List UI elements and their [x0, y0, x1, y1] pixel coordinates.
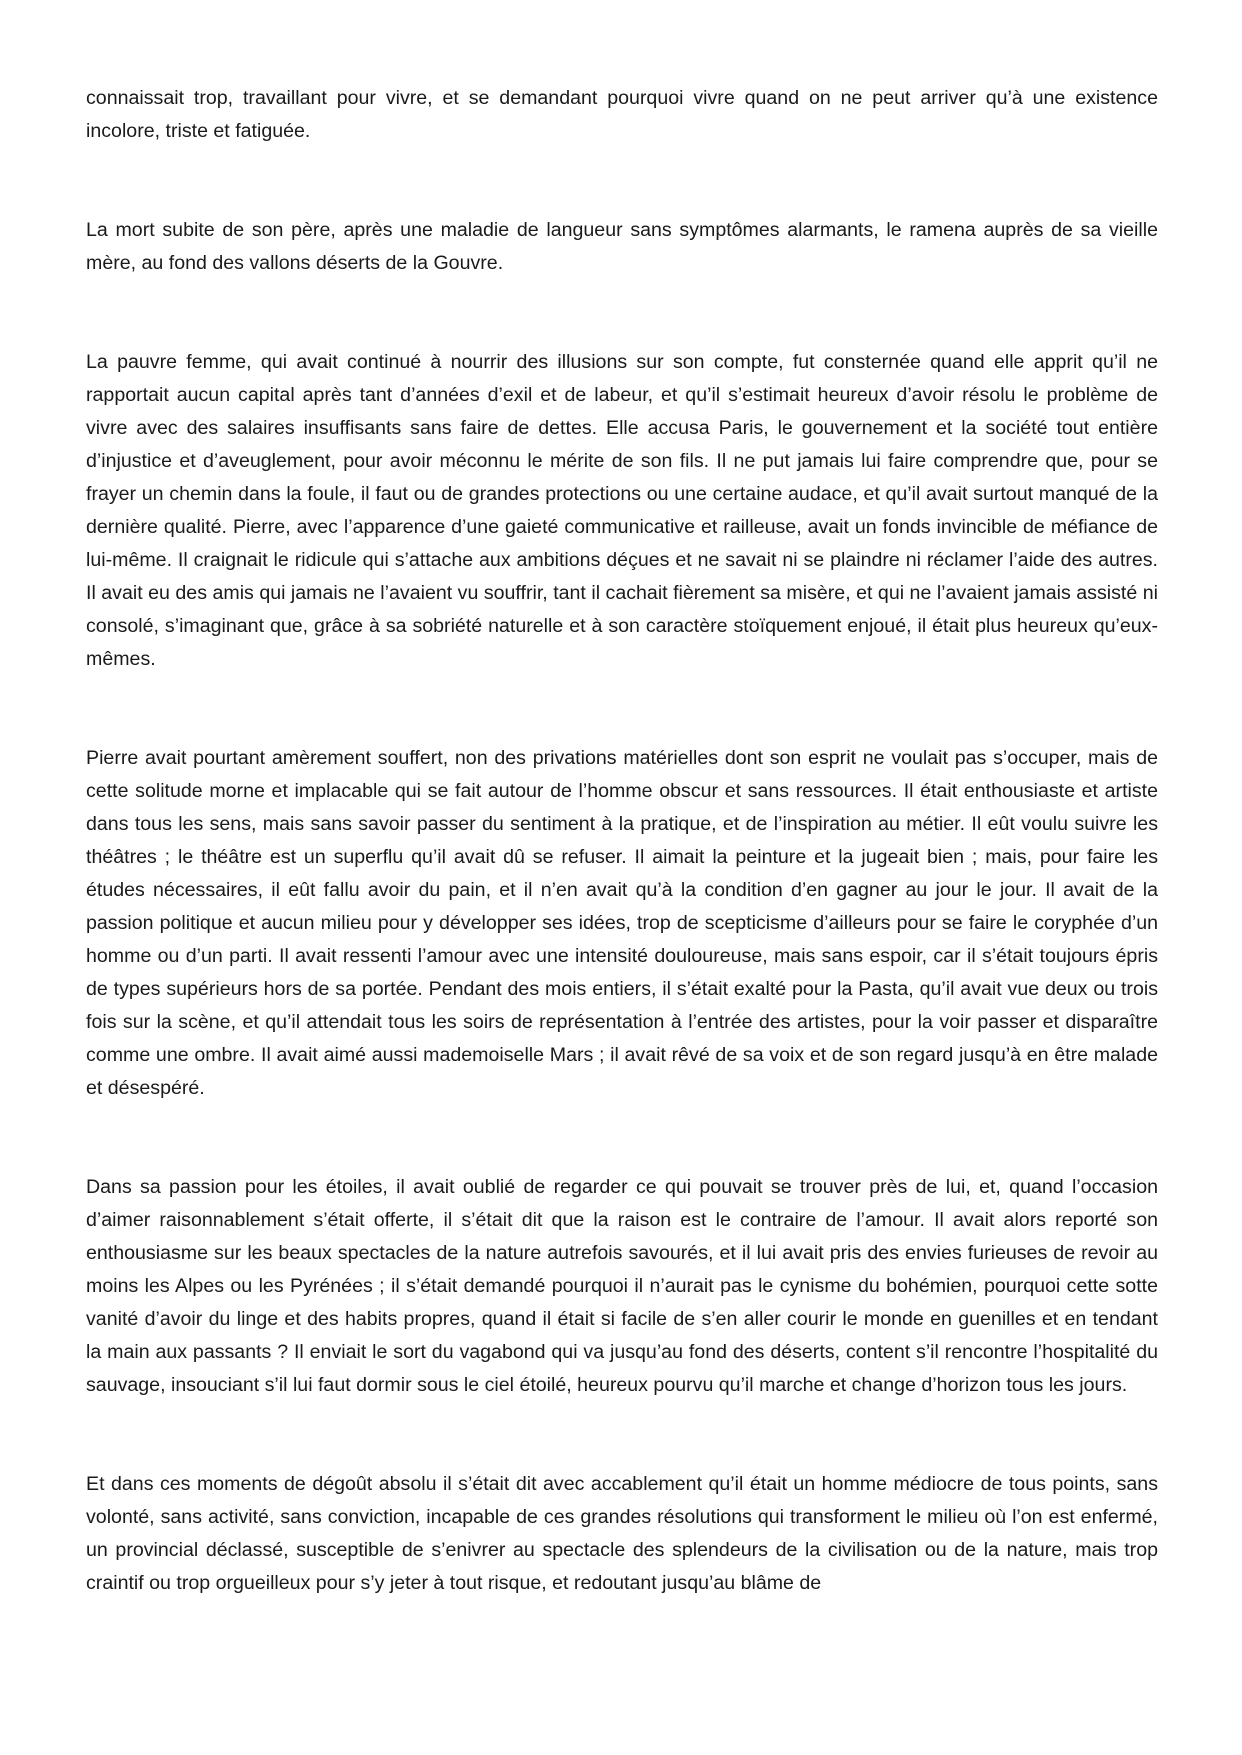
paragraph-gap [86, 1402, 1158, 1468]
paragraph-gap [86, 280, 1158, 346]
paragraph-6: Et dans ces moments de dégoût absolu il s’était dit avec accablement qu’il était un homme médiocre de tous points, sans volonté, sans activité, sans conviction, incapable de ces grandes résolutions qui transforment le milieu où l’on est enfermé, un provincial déclassé, susceptible de s’enivrer au spectacle des splendeurs de la civilisation ou de la nature, mais trop craintif ou trop orgueilleux pour s’y jeter à tout risque, et redoutant jusqu’au blâme de [86, 1473, 1158, 1594]
paragraph-gap [86, 148, 1158, 214]
paragraph-gap [86, 676, 1158, 742]
paragraph-5: Dans sa passion pour les étoiles, il avait oublié de regarder ce qui pouvait se trouver près de lui, et, quand l’occasion d’aimer raisonnablement s’était offerte, il s’était dit que la raison est le contraire de l’amour. Il avait alors reporté son enthousiasme sur les beaux spectacles de la nature autrefois savourés, et il lui avait pris des envies furieuses de revoir au moins les Alpes ou les Pyrénées ; il s’était demandé pourquoi il n’aurait pas le cynisme du bohémien, pourquoi cette sotte vanité d’avoir du linge et des habits propres, quand il était si facile de s’en aller courir le monde en guenilles et en tendant la main aux passants ? Il enviait le sort du vagabond qui va jusqu’au fond des déserts, content s’il rencontre l’hospitalité du sauvage, insouciant s’il lui faut dormir sous le ciel étoilé, heureux pourvu qu’il marche et change d’horizon tous les jours. [86, 1176, 1158, 1396]
paragraph-1: connaissait trop, travaillant pour vivre, et se demandant pourquoi vivre quand on ne peut arriver qu’à une existence incolore, triste et fatiguée. [86, 87, 1158, 142]
paragraph-4: Pierre avait pourtant amèrement souffert, non des privations matérielles dont son esprit ne voulait pas s’occuper, mais de cette solitude morne et implacable qui se fait autour de l’homme obscur et sans ressources. Il était enthousiaste et artiste dans tous les sens, mais sans savoir passer du sentiment à la pratique, et de l’inspiration au métier. Il eût voulu suivre les théâtres ; le théâtre est un superflu qu’il avait dû se refuser. Il aimait la peinture et la jugeait bien ; mais, pour faire les études nécessaires, il eût fallu avoir du pain, et il n’en avait qu’à la condition d’en gagner au jour le jour. Il avait de la passion politique et aucun milieu pour y développer ses idées, trop de scepticisme d’ailleurs pour se faire le coryphée d’un homme ou d’un parti. Il avait ressenti l’amour avec une intensité douloureuse, mais sans espoir, car il s’était toujours épris de types supérieurs hors de sa portée. Pendant des mois entiers, il s’était exalté pour la Pasta, qu’il avait vue deux ou trois fois sur la scène, et qu’il attendait tous les soirs de représentation à l’entrée des artistes, pour la voir passer et disparaître comme une ombre. Il avait aimé aussi mademoiselle Mars ; il avait rêvé de sa voix et de son regard jusqu’à en être malade et désespéré. [86, 747, 1158, 1099]
paragraph-3: La pauvre femme, qui avait continué à nourrir des illusions sur son compte, fut consternée quand elle apprit qu’il ne rapportait aucun capital après tant d’années d’exil et de labeur, et qu’il s’estimait heureux d’avoir résolu le problème de vivre avec des salaires insuffisants sans faire de dettes. Elle accusa Paris, le gouvernement et la société tout entière d’injustice et d’aveuglement, pour avoir méconnu le mérite de son fils. Il ne put jamais lui faire comprendre que, pour se frayer un chemin dans la foule, il faut ou de grandes protections ou une certaine audace, et qu’il avait surtout manqué de la dernière qualité. Pierre, avec l’apparence d’une gaieté communicative et railleuse, avait un fonds invincible de méfiance de lui-même. Il craignait le ridicule qui s’attache aux ambitions déçues et ne savait ni se plaindre ni réclamer l’aide des autres. Il avait eu des amis qui jamais ne l’avaient vu souffrir, tant il cachait fièrement sa misère, et qui ne l’avaient jamais assisté ni consolé, s’imaginant que, grâce à sa sobriété naturelle et à son caractère stoïquement enjoué, il était plus heureux qu’eux-mêmes. [86, 351, 1158, 670]
paragraph-gap [86, 1105, 1158, 1171]
document-page [86, 82, 1158, 1600]
paragraph-2: La mort subite de son père, après une maladie de langueur sans symptômes alarmants, le ramena auprès de sa vieille mère, au fond des vallons déserts de la Gouvre. [86, 219, 1158, 274]
